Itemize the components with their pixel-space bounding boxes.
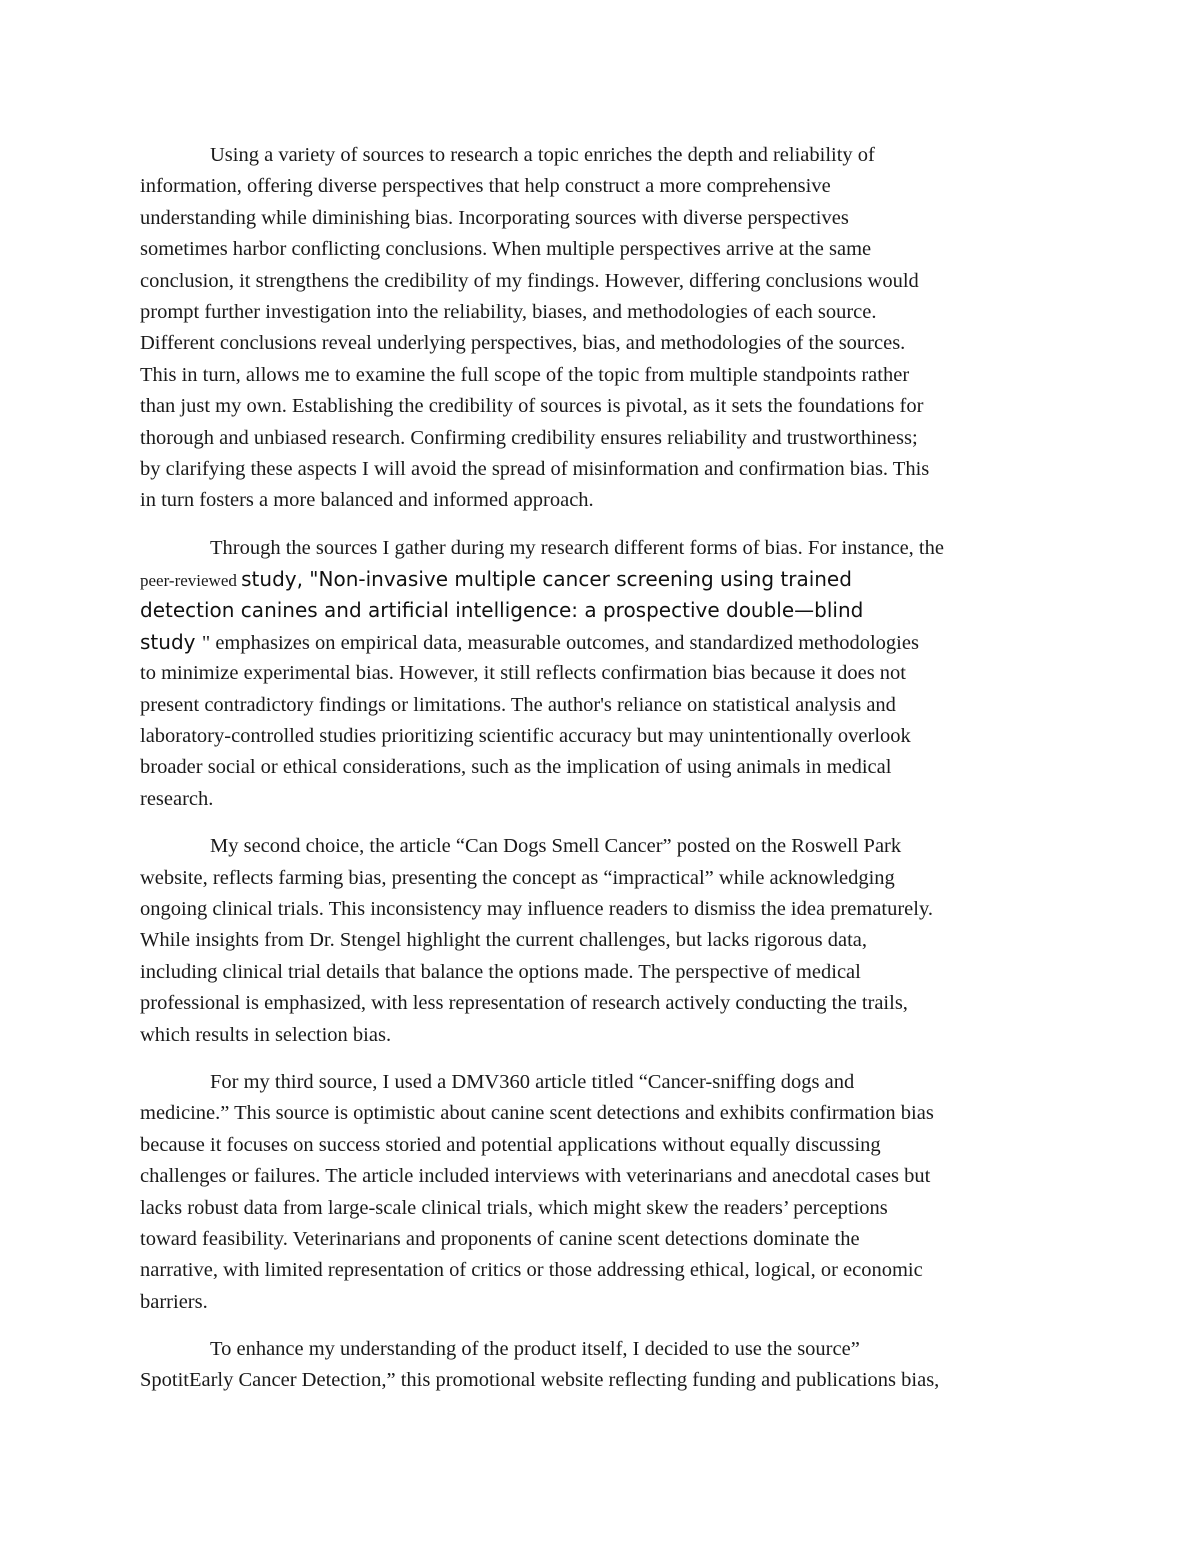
text-line: [140, 595, 1080, 626]
text-line: broader social or ethical considerations, such as the implication of using animals in medical: [140, 756, 892, 779]
text-line: professional is emphasized, with less representation of research actively conducting the trails,: [140, 992, 908, 1015]
text-run: peer-reviewed: [140, 571, 242, 591]
study-title: detection canines and artificial intelligence: a prospective double—blind: [140, 598, 864, 623]
text-line: prompt further investigation into the reliability, biases, and methodologies of each source.: [140, 300, 877, 323]
text-line: in turn fosters a more balanced and informed approach.: [140, 489, 594, 512]
paragraph-4: [140, 1067, 1080, 1318]
text-line: Using a variety of sources to research a topic enriches the depth and reliability of: [210, 144, 875, 166]
study-title: study, "Non-invasive multiple cancer screening using trained: [241, 567, 852, 592]
paragraph-3: [140, 831, 1080, 1051]
text-line: to minimize experimental bias. However, it still reflects confirmation bias because it does not: [140, 662, 906, 685]
text-line: thorough and unbiased research. Confirming credibility ensures reliability and trustworthiness;: [140, 426, 918, 449]
text-line: medicine.” This source is optimistic about canine scent detections and exhibits confirmation bias: [140, 1102, 934, 1125]
text-line: conclusion, it strengthens the credibility of my findings. However, differing conclusions would: [140, 269, 919, 292]
text-line: While insights from Dr. Stengel highlight the current challenges, but lacks rigorous data,: [140, 929, 868, 952]
text-line: sometimes harbor conflicting conclusions. When multiple perspectives arrive at the same: [140, 238, 872, 261]
text-line: toward feasibility. Veterinarians and proponents of canine scent detections dominate the: [140, 1227, 860, 1250]
text-line: [140, 627, 1080, 658]
study-title: study: [140, 629, 202, 654]
paragraph-2: [140, 533, 1080, 816]
paragraph-1: [140, 140, 1080, 517]
document-page: [140, 140, 1080, 1413]
text-line: [140, 564, 1080, 595]
text-line: present contradictory findings or limitations. The author's reliance on statistical analysis and: [140, 693, 896, 716]
text-line: understanding while diminishing bias. Incorporating sources with diverse perspectives: [140, 206, 849, 229]
text-line: by clarifying these aspects I will avoid the spread of misinformation and confirmation bias. This: [140, 457, 930, 480]
text-line: This in turn, allows me to examine the full scope of the topic from multiple standpoints rather: [140, 363, 910, 386]
text-line: laboratory-controlled studies prioritizing scientific accuracy but may unintentionally overlook: [140, 725, 911, 748]
text-line: My second choice, the article “Can Dogs Smell Cancer” posted on the Roswell Park: [210, 835, 902, 858]
text-line: SpotitEarly Cancer Detection,” this promotional website reflecting funding and publications bias,: [140, 1369, 940, 1392]
text-line: which results in selection bias.: [140, 1023, 392, 1046]
text-run: " emphasizes on empirical data, measurable outcomes, and standardized methodologies: [201, 631, 919, 654]
text-line: because it focuses on success storied and potential applications without equally discussing: [140, 1133, 881, 1156]
text-line: lacks robust data from large-scale clinical trials, which might skew the readers’ perceptions: [140, 1196, 888, 1219]
text-line: than just my own. Establishing the credibility of sources is pivotal, as it sets the foundations for: [140, 395, 924, 418]
text-line: research.: [140, 787, 214, 810]
text-line: For my third source, I used a DMV360 article titled “Cancer-sniffing dogs and: [210, 1070, 855, 1093]
text-line: information, offering diverse perspectives that help construct a more comprehensive: [140, 175, 831, 198]
text-line: barriers.: [140, 1290, 208, 1313]
text-line: narrative, with limited representation of critics or those addressing ethical, logical, or economic: [140, 1259, 923, 1282]
text-line: Different conclusions reveal underlying perspectives, bias, and methodologies of the sources.: [140, 332, 906, 355]
paragraph-5: [140, 1334, 1080, 1397]
text-line: website, reflects farming bias, presenting the concept as “impractical” while acknowledging: [140, 866, 895, 889]
text-line: To enhance my understanding of the product itself, I decided to use the source”: [210, 1338, 860, 1361]
text-line: challenges or failures. The article included interviews with veterinarians and anecdotal cases but: [140, 1165, 931, 1188]
text-line: Through the sources I gather during my research different forms of bias. For instance, the: [210, 536, 944, 559]
text-line: ongoing clinical trials. This inconsistency may influence readers to dismiss the idea prematurely.: [140, 897, 934, 920]
text-line: including clinical trial details that balance the options made. The perspective of medical: [140, 960, 861, 983]
